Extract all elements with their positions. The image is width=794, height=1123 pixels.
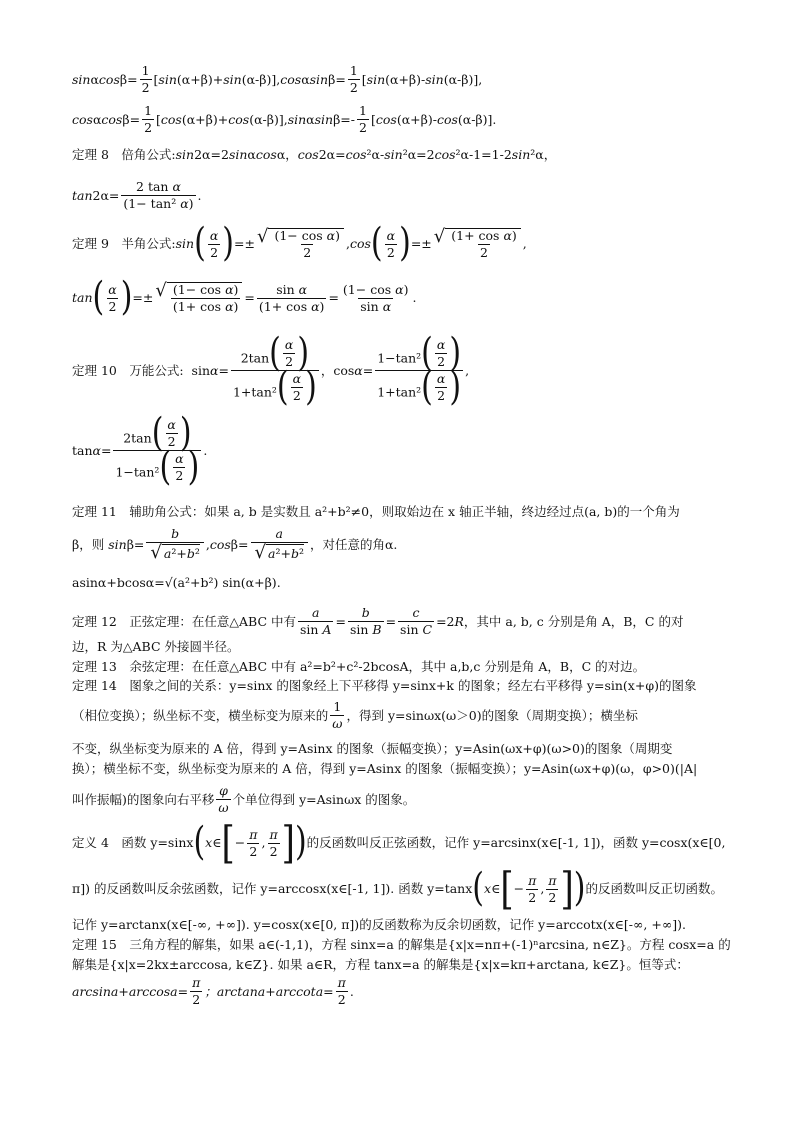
theorem-8-tan: tan 2α= $\frac{\text{2 tan α}}{\text{(1− tan² α)}}$ . xyxy=(72,179,202,211)
theorem-9-tan: tan ( $\frac{\alpha}{2}$ ) =± √ $\frac{\text{(1− cos α)}}{\text{(1+ cos α)}}$ = $\frac{\text{sin α}}{\text{(1+ cos α)}}$ = $\frac{\text{(1− cos α)}}{\text{sin α}}$ . xyxy=(72,274,417,321)
identity-arcsin: arcsina+arccosa= xyxy=(72,983,189,999)
sum-to-product-line-2: cos α cos β= $\frac{1}{2}$ [ cos (α+β)+ cos (α-β)], sin α sin β=- $\frac{1}{2}$ [ cos (α+β)- cos (α-β)]. xyxy=(72,103,497,135)
identity-arctan: ；arctana+arccota= xyxy=(204,983,334,999)
theorem-12: 定理 12 正弦定理：在任意△ABC 中有 $\frac{a}{\text{sin A}}$ = $\frac{b}{\text{sin B}}$ = $\frac{c}{\text{sin C}}$ =2 R ，其中 a, b, c 分别是角 A，B，C 的对 xyxy=(72,605,684,637)
definition-4-line-1: 定义 4 函数 y=sinx ( x ∈ [ − $\frac{\pi}{2}$ , $\frac{\pi}{2}$ ] ) 的反函数叫反正弦函数，记作 y=arcsinx(x∈[-1, 1])，函数 y=cosx(x∈[0, xyxy=(72,817,726,869)
theorem-14-shift: 叫作振幅)的图象向右平移 xyxy=(72,791,215,807)
theorem-13: 定理 13 余弦定理：在任意△ABC 中有 a²=b²+c²-2bcosA，其中 a,b,c 分别是角 A，B，C 的对边。 xyxy=(72,659,646,674)
theorem-10: 定理 10 万能公式: sin α = 2tan ( $\frac{\alpha}{2}$ ) 1+tan² ( $\frac{\alpha}{2}$ ) ，cos α = 1−tan² ( $\frac{\alpha}{2}$ ) 1+tan² ( $\frac{\alpha}{2}$ ) , xyxy=(72,330,470,410)
theorem-15-line-2: 解集是{x|x=2kx±arccosa, k∈Z}. 如果 a∈R，方程 tanx=a 的解集是{x|x=kπ+arctana, k∈Z}。恒等式： xyxy=(72,957,689,972)
definition-4-arccos: π]) 的反函数叫反余弦函数，记作 y=arccosx(x∈[-1, 1]). 函数 y=tanx xyxy=(72,881,473,896)
theorem-11-line-1: 定理 11 辅助角公式：如果 a, b 是实数且 a²+b²≠0，则取始边在 x 轴正半轴，终边经过点(a, b)的一个角为 xyxy=(72,504,680,519)
theorem-14-line-3: 不变，纵坐标变为原来的 A 倍，得到 y=Asinx 的图象（振幅变换）；y=Asin(ωx+φ)(ω>0)的图象（周期变 xyxy=(72,741,673,756)
theorem-10-tan: tan α = 2tan ( $\frac{\alpha}{2}$ ) 1−tan² ( $\frac{\alpha}{2}$ ) . xyxy=(72,410,208,490)
theorem-14-phase: （相位变换）；纵坐标不变，横坐标变为原来的 xyxy=(72,707,329,723)
theorem-11-any-angle: ，对任意的角α. xyxy=(309,536,398,552)
theorem-11-beta: β，则 xyxy=(72,536,105,552)
theorem-15-line-3: arcsina+arccosa= $\frac{\pi}{2}$ ；arctana+arccota= $\frac{\pi}{2}$ . xyxy=(72,975,354,1007)
theorem-14-line-2: （相位变换）；纵坐标不变，横坐标变为原来的 $\frac{1}{\omega}$ ，得到 y=sinωx(ω＞0)的图象（周期变换）；横坐标 xyxy=(72,699,638,731)
theorem-8: 定理 8 倍角公式:sin2α=2sinαcosα，cos2α=cos²α-sin²α=2cos²α-1=1-2sin²α， xyxy=(72,147,557,162)
theorem-11-line-3: asinα+bcosα=√(a²+b²) sin(α+β). xyxy=(72,575,281,590)
theorem-14-line-1: 定理 14 图象之间的关系：y=sinx 的图象经上下平移得 y=sinx+k 的图象；经左右平移得 y=sin(x+φ)的图象 xyxy=(72,678,697,693)
sum-to-product-line-1: sin α cos β= $\frac{1}{2}$ [ sin (α+β)+ sin (α-β)], cos α sin β= $\frac{1}{2}$ [ sin (α+β)- sin (α-β)], xyxy=(72,63,483,95)
theorem-14-line-4: 换）；横坐标不变，纵坐标变为原来的 A 倍，得到 y=Asinx 的图象（振幅变换）；y=Asin(ωx+φ)(ω，φ>0)(|A| xyxy=(72,761,698,776)
theorem-14-period: ，得到 y=sinωx(ω＞0)的图象（周期变换）；横坐标 xyxy=(346,707,638,723)
theorem-10-label: 定理 10 万能公式: xyxy=(72,362,184,378)
definition-4-line-3: 记作 y=arctanx(x∈[-∞, +∞]). y=cosx(x∈[0, π])的反函数称为反余切函数，记作 y=arccotx(x∈[-∞, +∞]). xyxy=(72,917,686,932)
definition-4-arcsin: 的反函数叫反正弦函数，记作 y=arcsinx(x∈[-1, 1])，函数 y=cosx(x∈[0, xyxy=(306,835,726,850)
definition-4-arctan: 的反函数叫反正切函数。 xyxy=(585,881,724,896)
definition-4-label: 定义 4 函数 y=sinx xyxy=(72,835,194,850)
theorem-9: 定理 9 半角公式: sin ( $\frac{\alpha}{2}$ ) =± √ $\frac{\text{(1− cos α)}}{2}$ , cos ( $\frac{\alpha}{2}$ ) =± √ $\frac{\text{(1+ cos α)}}{2}$ , xyxy=(72,220,527,267)
theorem-12-label: 定理 12 正弦定理：在任意△ABC 中有 xyxy=(72,613,296,629)
theorem-11-line-2: β，则 sin β= b √ a ²+ b ² , cos β= a √ a ²+ b ² ，对任意的角α. xyxy=(72,526,398,563)
definition-4-line-2: π]) 的反函数叫反余弦函数，记作 y=arccosx(x∈[-1, 1]). 函数 y=tanx ( x ∈ [ − $\frac{\pi}{2}$ , $\frac{\pi}{2}$ ] ) 的反函数叫反正切函数。 xyxy=(72,863,724,915)
theorem-12-line-2: 边，R 为△ABC 外接圆半径。 xyxy=(72,639,240,654)
theorem-12-tail: ，其中 a, b, c 分别是角 A，B，C 的对 xyxy=(463,613,684,629)
theorem-15-line-1: 定理 15 三角方程的解集，如果 a∈(-1,1)，方程 sinx=a 的解集是{x|x=nπ+(-1)ⁿarcsina, n∈Z}。方程 cosx=a 的 xyxy=(72,937,731,952)
theorem-14-result: 个单位得到 y=Asinωx 的图象。 xyxy=(232,791,416,807)
theorem-14-line-5: 叫作振幅)的图象向右平移 $\frac{\varphi}{\omega}$ 个单位得到 y=Asinωx 的图象。 xyxy=(72,783,416,815)
